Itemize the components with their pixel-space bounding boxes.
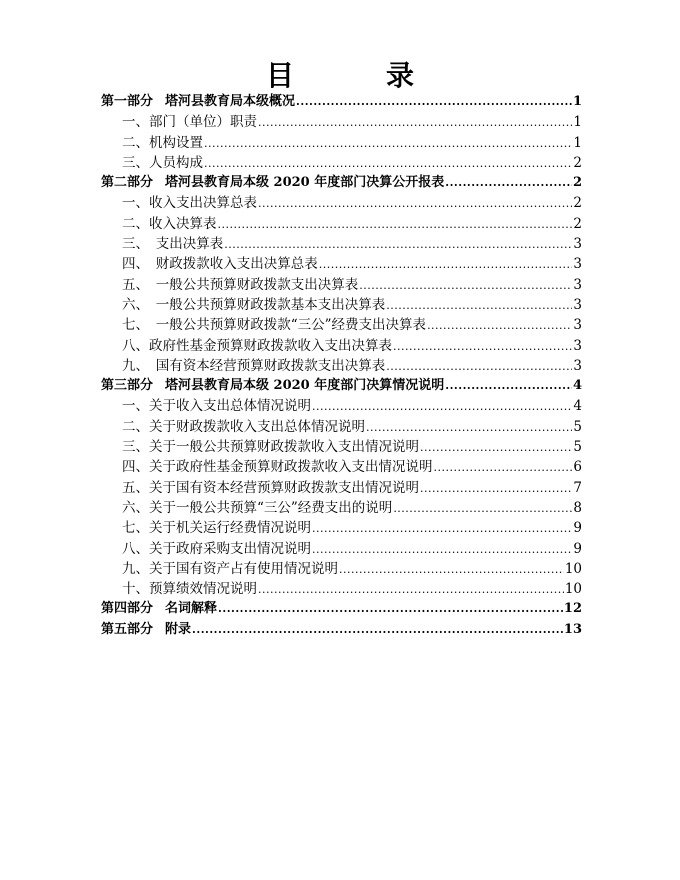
toc-section-entry[interactable]	[101, 133, 582, 153]
toc-page-number: 3	[573, 256, 582, 273]
toc-page-number: 3	[573, 276, 582, 293]
toc-page-number: 9	[573, 540, 582, 557]
toc-entry-label	[122, 315, 426, 335]
toc-page-number: 10	[564, 560, 582, 577]
toc-section-entry[interactable]	[101, 112, 582, 132]
dot-leader	[218, 215, 573, 235]
toc-entry-label	[101, 599, 217, 619]
toc-page-number: 5	[573, 439, 582, 456]
dot-leader	[434, 458, 573, 478]
toc-section-entry[interactable]	[101, 254, 582, 274]
toc-section-entry[interactable]	[101, 153, 582, 173]
toc-section-entry[interactable]	[101, 275, 582, 295]
toc-entry-text: 塔河县教育局本级 2020 年度部门决算公开报表	[165, 175, 445, 191]
toc-section-entry[interactable]	[101, 559, 582, 579]
toc-section-entry[interactable]	[101, 437, 582, 457]
toc-section-entry[interactable]	[101, 234, 582, 254]
dot-leader	[258, 113, 572, 133]
dot-leader	[386, 357, 572, 377]
toc-section-entry[interactable]	[101, 579, 582, 599]
toc-entry-text: 八、政府性基金预算财政拨款收入支出决算表	[122, 337, 392, 354]
toc-entry-label	[122, 457, 433, 477]
toc-page-number: 6	[573, 459, 582, 476]
toc-section-entry[interactable]	[101, 498, 582, 518]
toc-entry-text: 九、关于国有资产占有使用情况说明	[122, 560, 338, 577]
toc-entry-text: 名词解释	[165, 601, 218, 617]
toc-page-number: 1	[573, 134, 582, 151]
toc-entry-label	[122, 133, 203, 153]
toc-entry-text: 一、收入支出决算总表	[122, 195, 257, 212]
toc-entry-text: 三、关于一般公共预算财政拨款收入支出情况说明	[122, 439, 419, 456]
toc-entry-label	[122, 396, 311, 416]
toc-entry-text: 二、关于财政拨款收入支出总体情况说明	[122, 418, 365, 435]
toc-entry-label	[122, 214, 217, 234]
toc-entry-text: 三、人员构成	[122, 154, 203, 171]
toc-entry-text: 塔河县教育局本级 2020 年度部门决算情况说明	[165, 378, 445, 394]
toc-page-number: 3	[573, 337, 582, 354]
toc-entry-label	[122, 498, 392, 518]
toc-entry-label	[122, 254, 318, 274]
dot-leader	[258, 194, 572, 214]
toc-page-number: 3	[573, 357, 582, 374]
dot-leader	[204, 154, 572, 174]
toc-entry-text: 二、收入决算表	[122, 215, 217, 232]
toc-entry-label	[122, 193, 257, 213]
toc-entry-text: 附录	[165, 621, 192, 637]
toc-part-entry[interactable]	[101, 92, 582, 112]
toc-entry-label	[101, 620, 191, 640]
dot-leader	[312, 540, 572, 560]
toc-section-entry[interactable]	[101, 478, 582, 498]
dot-leader	[445, 376, 572, 396]
dot-leader	[224, 235, 572, 255]
toc-entry-label	[122, 579, 257, 599]
toc-page-number: 13	[563, 621, 582, 637]
toc-entry-label	[101, 173, 444, 193]
toc-entry-text: 四、关于政府性基金预算财政拨款收入支出情况说明	[122, 459, 433, 476]
toc-part-prefix: 第四部分	[101, 601, 154, 617]
toc-part-entry[interactable]	[101, 599, 582, 619]
toc-page-number: 10	[564, 581, 582, 598]
toc-entry-label	[101, 376, 444, 396]
dot-leader	[420, 479, 572, 499]
toc-entry-text: 七、关于机关运行经费情况说明	[122, 520, 311, 537]
page-title: 目 录	[265, 59, 446, 92]
dot-leader	[427, 316, 572, 336]
toc-section-entry[interactable]	[101, 396, 582, 416]
dot-leader	[393, 499, 572, 519]
dot-leader	[258, 580, 564, 600]
toc-entry-text: 八、关于政府采购支出情况说明	[122, 540, 311, 557]
toc-section-entry[interactable]	[101, 315, 582, 335]
toc-page-number: 3	[573, 296, 582, 313]
toc-entry-label	[122, 295, 385, 315]
toc-part-entry[interactable]	[101, 173, 582, 193]
toc-entry-label	[122, 112, 257, 132]
dot-leader	[339, 560, 564, 580]
toc-entry-text: 塔河县教育局本级概况	[165, 94, 296, 109]
toc-entry-text: 一、关于收入支出总体情况说明	[122, 398, 311, 415]
toc-entry-label	[122, 356, 385, 376]
toc-entry-label	[122, 559, 338, 579]
toc-entry-text: 三、 支出决算表	[122, 236, 224, 253]
toc-entry-text: 六、关于一般公共预算“三公”经费支出的说明	[122, 499, 393, 516]
toc-part-entry[interactable]	[101, 620, 582, 640]
toc-entry-label	[122, 478, 419, 498]
toc-page-number: 3	[573, 317, 582, 334]
toc-page-number: 2	[573, 195, 582, 212]
toc-page-number: 4	[573, 398, 582, 415]
toc-part-prefix: 第五部分	[101, 621, 154, 637]
toc-page-number: 2	[573, 215, 582, 232]
toc-entry-text: 七、 一般公共预算财政拨款“三公”经费支出决算表	[122, 317, 427, 334]
dot-leader	[312, 519, 572, 539]
dot-leader	[319, 255, 573, 275]
dot-leader	[393, 337, 572, 357]
toc-entry-label	[122, 153, 203, 173]
toc-entry-label	[122, 336, 392, 356]
toc-entry-text: 五、 一般公共预算财政拨款支出决算表	[122, 276, 359, 293]
dot-leader	[386, 296, 572, 316]
dot-leader	[296, 92, 572, 112]
toc-entry-label	[122, 539, 311, 559]
toc-page-number: 5	[573, 418, 582, 435]
toc-entry-text: 五、关于国有资本经营预算财政拨款支出情况说明	[122, 479, 419, 496]
toc-page-number: 2	[572, 175, 582, 191]
toc-section-entry[interactable]	[101, 214, 582, 234]
toc-entry-label	[122, 275, 358, 295]
toc-section-entry[interactable]	[101, 457, 582, 477]
toc-section-entry[interactable]	[101, 539, 582, 559]
toc-section-entry[interactable]	[101, 336, 582, 356]
toc-page-number: 3	[573, 236, 582, 253]
toc-part-prefix: 第一部分	[101, 94, 154, 109]
toc-entry-text: 九、 国有资本经营预算财政拨款支出决算表	[122, 357, 386, 374]
toc-entry-text: 二、机构设置	[122, 134, 203, 151]
dot-leader	[420, 438, 572, 458]
dot-leader	[366, 418, 572, 438]
toc-entry-text: 一、部门（单位）职责	[122, 114, 257, 131]
toc-page-number: 7	[573, 479, 582, 496]
toc-entry-label	[122, 518, 311, 538]
toc-part-prefix: 第二部分	[101, 175, 154, 191]
dot-leader	[192, 620, 563, 640]
toc-entry-text: 十、预算绩效情况说明	[122, 581, 257, 598]
toc-section-entry[interactable]	[101, 295, 582, 315]
toc-entry-label	[101, 92, 295, 112]
toc-entry-label	[122, 417, 365, 437]
toc-page-number: 12	[563, 601, 582, 617]
toc-page-number: 8	[573, 499, 582, 516]
toc-part-entry[interactable]	[101, 376, 582, 396]
toc-entry-label	[122, 437, 419, 457]
toc-page-number: 4	[572, 378, 582, 394]
dot-leader	[204, 134, 572, 154]
toc-page-number: 1	[572, 94, 582, 109]
table-of-contents	[101, 92, 582, 640]
toc-page-number: 1	[573, 114, 582, 131]
toc-section-entry[interactable]	[101, 356, 582, 376]
toc-part-prefix: 第三部分	[101, 378, 154, 394]
toc-page-number: 9	[573, 520, 582, 537]
toc-entry-label	[122, 234, 223, 254]
dot-leader	[218, 599, 563, 619]
toc-page-number: 2	[573, 154, 582, 171]
toc-section-entry[interactable]	[101, 518, 582, 538]
dot-leader	[445, 173, 572, 193]
dot-leader	[312, 397, 572, 417]
dot-leader	[359, 276, 572, 296]
toc-entry-text: 六、 一般公共预算财政拨款基本支出决算表	[122, 296, 386, 313]
toc-section-entry[interactable]	[101, 193, 582, 213]
toc-section-entry[interactable]	[101, 417, 582, 437]
toc-entry-text: 四、 财政拨款收入支出决算总表	[122, 256, 318, 273]
